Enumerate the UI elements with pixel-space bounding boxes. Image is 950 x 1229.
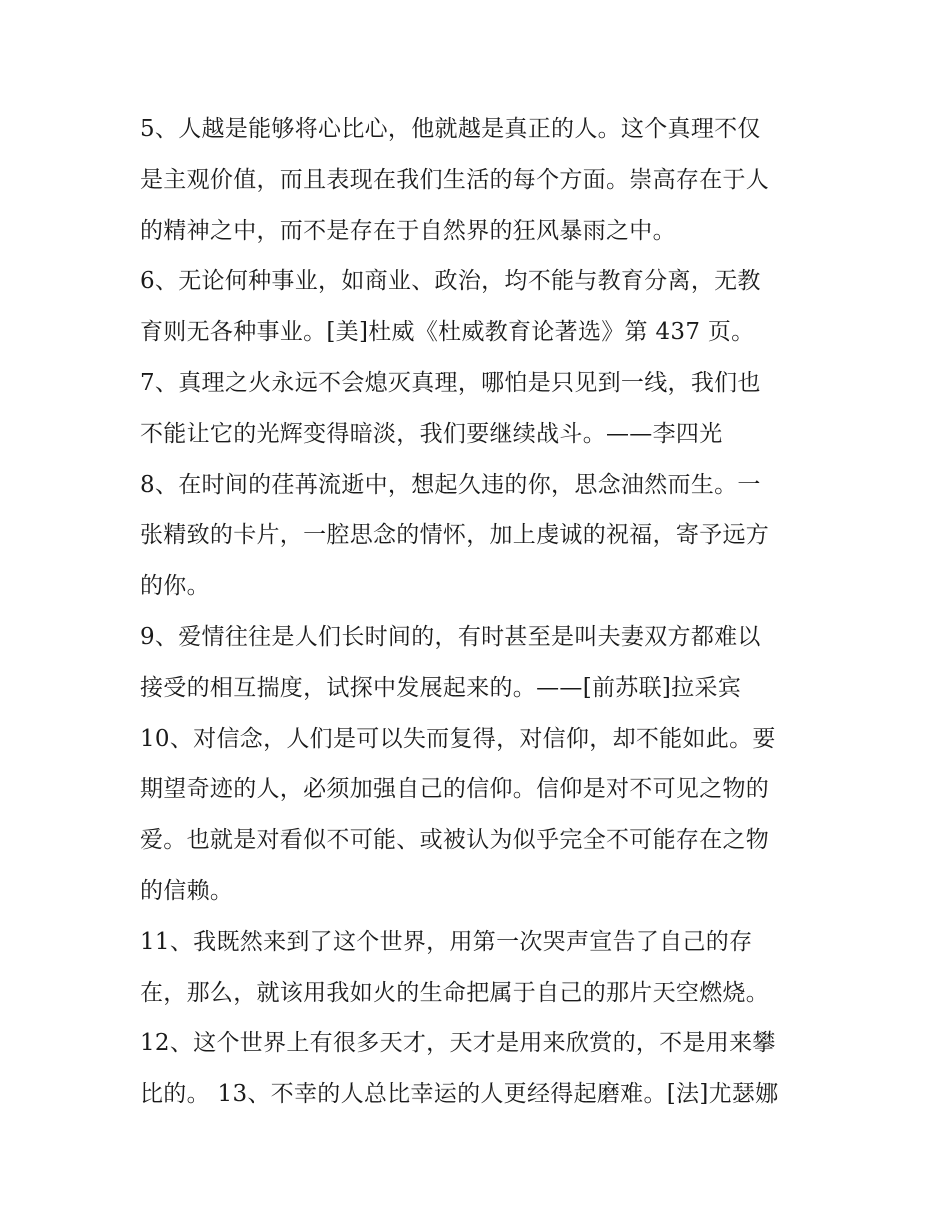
text-line: 的信赖。 [140, 877, 234, 904]
text-line: 9、爱情往往是人们长时间的，有时甚至是叫夫妻双方都难以 [140, 623, 761, 650]
text-line: 爱。也就是对看似不可能、或被认为似乎完全不可能存在之物 [140, 827, 770, 854]
text-line: 的你。 [140, 573, 210, 600]
text-line: 8、在时间的荏苒流逝中，想起久违的你，思念油然而生。一 [140, 471, 761, 498]
text-line: 是主观价值，而且表现在我们生活的每个方面。崇高存在于人 [140, 166, 770, 193]
text-line: 比的。 13、不幸的人总比幸运的人更经得起磨难。[法]尤瑟娜 [140, 1081, 779, 1108]
text-line: 10、对信念，人们是可以失而复得，对信仰，却不能如此。要 [140, 725, 776, 752]
document-body [140, 104, 820, 1120]
text-line: 的精神之中，而不是存在于自然界的狂风暴雨之中。 [140, 217, 676, 244]
text-line: 育则无各种事业。[美]杜威《杜威教育论著选》第 437 页。 [140, 319, 755, 346]
text-line: 接受的相互揣度，试探中发展起来的。——[前苏联]拉采宾 [140, 674, 742, 701]
text-line: 12、这个世界上有很多天才，天才是用来欣赏的，不是用来攀 [140, 1030, 776, 1057]
text-line: 7、真理之火永远不会熄灭真理，哪怕是只见到一线，我们也 [140, 369, 761, 396]
text-line: 在，那么，就该用我如火的生命把属于自己的那片天空燃烧。 [140, 979, 770, 1006]
text-line: 不能让它的光辉变得暗淡，我们要继续战斗。——李四光 [140, 420, 723, 447]
text-line: 11、我既然来到了这个世界，用第一次哭声宣告了自己的存 [140, 928, 753, 955]
text-line: 6、无论何种事业，如商业、政治，均不能与教育分离，无教 [140, 268, 761, 295]
text-line: 5、人越是能够将心比心，他就越是真正的人。这个真理不仅 [140, 116, 761, 142]
text-line: 张精致的卡片，一腔思念的情怀，加上虔诚的祝福，寄予远方 [140, 522, 770, 549]
text-line: 期望奇迹的人，必须加强自己的信仰。信仰是对不可见之物的 [140, 776, 770, 803]
